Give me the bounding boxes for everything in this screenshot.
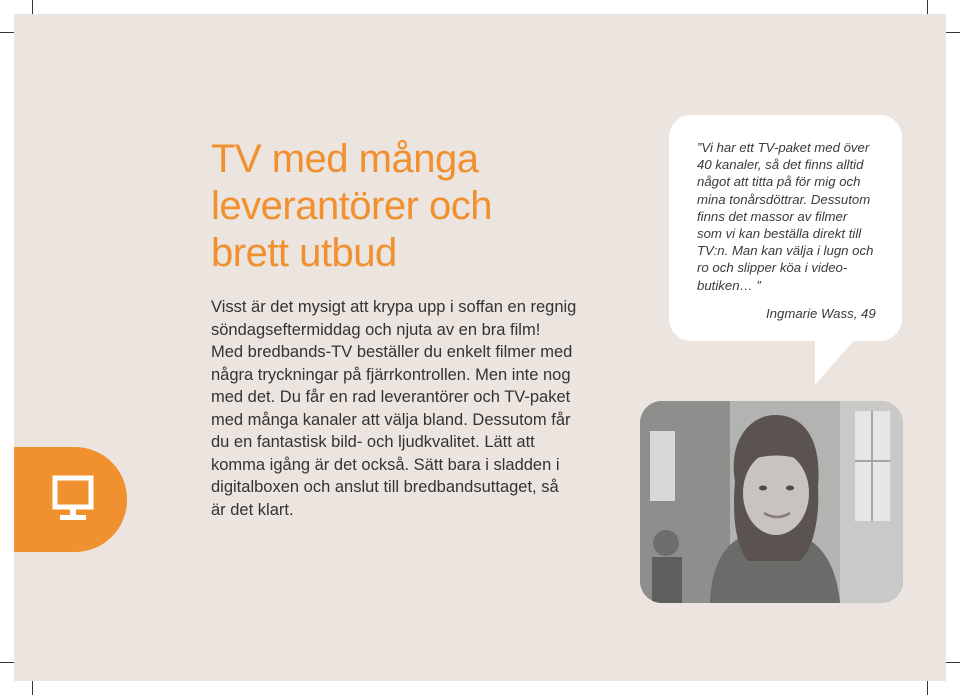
quote-line: något att titta på för mig och bbox=[697, 174, 861, 190]
quote-line: 40 kanaler, så det finns alltid bbox=[697, 157, 864, 173]
body-line: söndagseftermiddag och njuta av en bra film! bbox=[211, 320, 541, 339]
quote-text bbox=[697, 139, 897, 294]
body-line: du en fantastisk bild- och ljudkvalitet. Lätt att bbox=[211, 433, 535, 451]
body-paragraph bbox=[211, 296, 606, 521]
portrait-illustration bbox=[640, 401, 903, 603]
body-line: Visst är det mysigt att krypa upp i soffan en regnig bbox=[211, 298, 577, 316]
title-line: leverantörer och bbox=[211, 184, 493, 228]
title-line: TV med många bbox=[211, 137, 479, 181]
title-line: brett utbud bbox=[211, 231, 397, 275]
quote-bubble-tail bbox=[815, 330, 863, 385]
quote-line: som vi kan beställa direkt till bbox=[697, 226, 862, 242]
quote-author: Ingmarie Wass, 49 bbox=[766, 306, 876, 321]
tv-icon bbox=[52, 475, 94, 523]
quote-line: finns det massor av filmer bbox=[697, 208, 848, 224]
body-line: med många kanaler att välja bland. Dessutom får bbox=[211, 410, 571, 429]
body-line: komma igång är det också. Sätt bara i sladden i bbox=[211, 455, 560, 474]
page-title bbox=[211, 136, 601, 277]
body-line: Med bredbands-TV beställer du enkelt filmer med bbox=[211, 343, 573, 361]
quote-line: TV:n. Man kan välja i lugn och bbox=[697, 243, 874, 259]
quote-line: butiken… ” bbox=[697, 277, 761, 293]
portrait-photo bbox=[640, 401, 903, 603]
body-line: några tryckningar på fjärrkontrollen. Men inte nog bbox=[211, 365, 571, 384]
body-line: är det klart. bbox=[211, 500, 294, 519]
quote-line: ro och slipper köa i video- bbox=[697, 260, 848, 276]
quote-line: ”Vi har ett TV-paket med över bbox=[697, 140, 870, 155]
body-line: med det. Du får en rad leverantörer och TV-paket bbox=[211, 388, 571, 406]
section-tab bbox=[14, 447, 127, 552]
quote-line: mina tonårsdöttrar. Dessutom bbox=[697, 191, 871, 207]
body-line: digitalboxen och anslut till bredbandsuttaget, så bbox=[211, 478, 559, 496]
